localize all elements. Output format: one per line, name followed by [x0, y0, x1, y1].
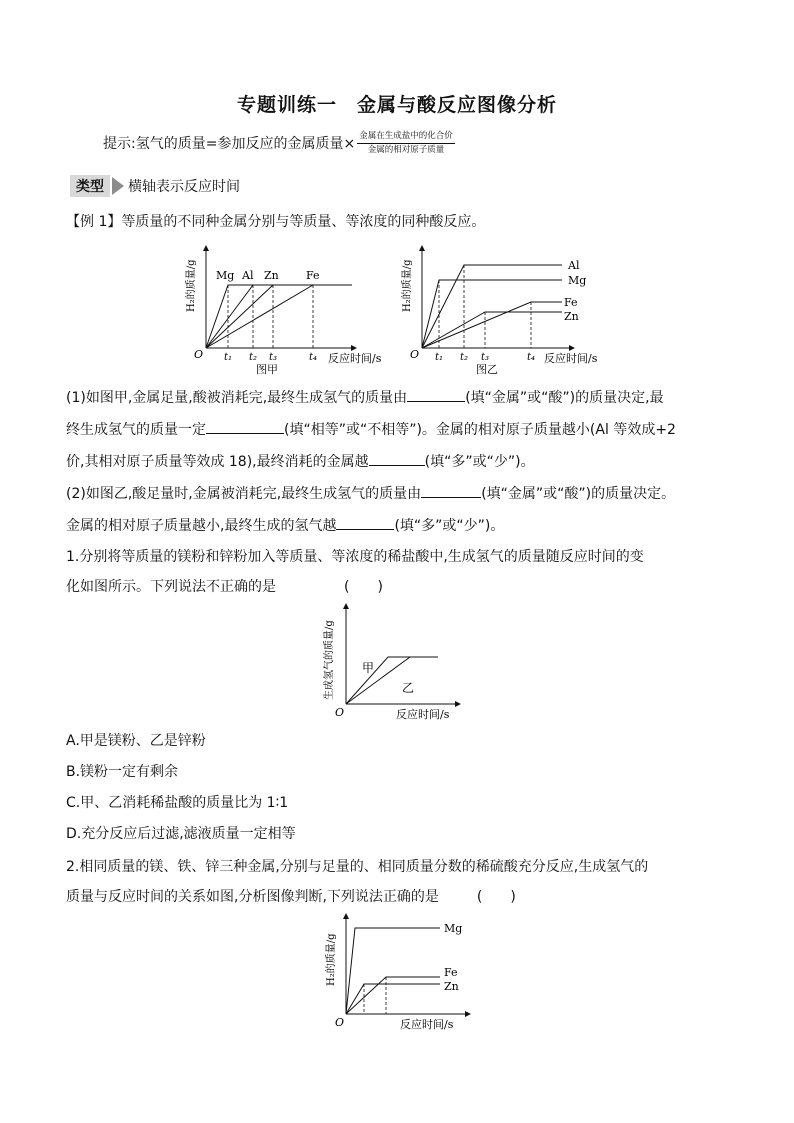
- series-label-fe: Fe: [564, 296, 578, 309]
- series-label-mg: Mg: [568, 274, 587, 287]
- line-jia: [346, 657, 438, 704]
- type-tag: 类型: [70, 175, 110, 197]
- question1-stem-line1: 1.分别将等质量的镁粉和锌粉加入等质量、等浓度的稀盐酸中,生成氢气的质量随反应时间的变: [66, 549, 644, 565]
- line-zn: [206, 285, 273, 348]
- origin-label: O: [335, 1016, 345, 1029]
- answer-blank[interactable]: [336, 515, 394, 530]
- option-b: B.镁粉一定有剩余: [66, 764, 179, 780]
- example-q1-line2: 终生成氢气的质量一定 (填“相等”或“不相等”)。金属的相对原子质量越小(Al 等效成+2: [66, 419, 676, 440]
- fraction-numerator: 金属在生成盐中的化合价: [357, 131, 455, 144]
- x-axis-label: 反应时间/s: [544, 352, 598, 365]
- hint-fraction: [357, 131, 455, 155]
- tick-t3: t₃: [481, 352, 490, 363]
- type-label: 横轴表示反应时间: [128, 179, 240, 195]
- origin-label: O: [335, 706, 345, 719]
- y-axis-label: H₂的质量/g: [326, 933, 337, 986]
- series-label-zn: Zn: [564, 310, 579, 323]
- x-axis-label: 反应时间/s: [328, 352, 382, 365]
- series-label-zn: Zn: [264, 269, 279, 282]
- tick-t4: t₄: [527, 352, 536, 363]
- origin-label: O: [410, 348, 420, 361]
- line-fe: [206, 285, 313, 348]
- figure-q2: [318, 910, 478, 1034]
- origin-label: O: [194, 348, 204, 361]
- line-zn: [346, 984, 440, 1014]
- line-fe: [422, 302, 562, 348]
- tick-t4: t₄: [309, 352, 318, 363]
- figure-yi: [396, 240, 611, 378]
- fraction-denominator: 金属的相对原子质量: [367, 144, 445, 155]
- series-label-al: Al: [568, 259, 580, 272]
- option-c: C.甲、乙消耗稀盐酸的质量比为 1∶1: [66, 795, 289, 811]
- figure-caption: 图乙: [476, 363, 498, 376]
- x-axis-label: 反应时间/s: [396, 708, 450, 721]
- question1-stem-line2: 化如图所示。下列说法不正确的是 ( ): [66, 579, 383, 595]
- example-q2-line2: 金属的相对原子质量越小,最终生成的氢气越 (填“多”或“少”)。: [66, 515, 504, 536]
- tick-t1: t₁: [224, 352, 233, 363]
- example-q1-line1: (1)如图甲,金属足量,酸被消耗完,最终生成氢气的质量由 (填“金属”或“酸”)的质量决定,最: [66, 387, 664, 408]
- series-label-mg: Mg: [216, 269, 235, 282]
- type-section-header: [70, 175, 240, 197]
- series-label-jia: 甲: [362, 661, 375, 675]
- tick-t2: t₂: [249, 352, 258, 363]
- series-label-al: Al: [242, 269, 254, 282]
- example-intro: 【例 1】等质量的不同种金属分别与等质量、等浓度的同种酸反应。: [66, 214, 486, 230]
- option-d: D.充分反应后过滤,滤液质量一定相等: [66, 826, 296, 842]
- arrow-icon: [112, 177, 124, 195]
- series-label-zn: Zn: [444, 980, 459, 993]
- answer-blank[interactable]: [369, 451, 425, 466]
- y-axis-label: H₂的质量/g: [402, 259, 413, 312]
- answer-blank[interactable]: [407, 387, 465, 402]
- tick-t3: t₃: [269, 352, 278, 363]
- figure-jia: [180, 240, 382, 378]
- example-q1-line3: 价,其相对原子质量等效成 18),最终消耗的金属越 (填“多”或“少”)。: [66, 451, 535, 472]
- hint-text: 提示:氢气的质量=参加反应的金属质量×: [103, 136, 356, 153]
- figure-q1: [318, 600, 468, 724]
- series-label-yi: 乙: [402, 681, 415, 695]
- hint-formula: [103, 131, 455, 155]
- line-yi: [346, 657, 410, 704]
- series-label-fe: Fe: [306, 269, 320, 282]
- series-label-fe: Fe: [444, 966, 458, 979]
- tick-t2: t₂: [460, 352, 469, 363]
- tick-t1: t₁: [435, 352, 444, 363]
- line-al: [206, 285, 253, 348]
- example-q2-line1: (2)如图乙,酸足量时,金属被消耗完,最终生成氢气的质量由 (填“金属”或“酸”)的质量决定。: [66, 483, 675, 504]
- answer-paren[interactable]: ( ): [344, 579, 383, 595]
- series-label-mg: Mg: [444, 922, 463, 935]
- answer-blank[interactable]: [206, 419, 284, 434]
- page-title: 专题训练一 金属与酸反应图像分析: [236, 94, 557, 116]
- answer-paren[interactable]: ( ): [476, 889, 516, 905]
- question2-stem-line1: 2.相同质量的镁、铁、锌三种金属,分别与足量的、相同质量分数的稀硫酸充分反应,生成氢气的: [66, 859, 649, 875]
- line-zn: [422, 312, 562, 348]
- answer-blank[interactable]: [421, 483, 481, 498]
- option-a: A.甲是镁粉、乙是锌粉: [66, 733, 206, 749]
- question2-stem-line2: 质量与反应时间的关系如图,分析图像判断,下列说法正确的是 ( ): [66, 889, 516, 905]
- y-axis-label: H₂的质量/g: [186, 259, 197, 312]
- x-axis-label: 反应时间/s: [400, 1018, 454, 1031]
- figure-caption: 图甲: [256, 363, 278, 376]
- line-mg: [422, 280, 562, 348]
- y-axis-label: 生成氢气的质量/g: [324, 620, 335, 700]
- line-fe: [346, 977, 440, 1014]
